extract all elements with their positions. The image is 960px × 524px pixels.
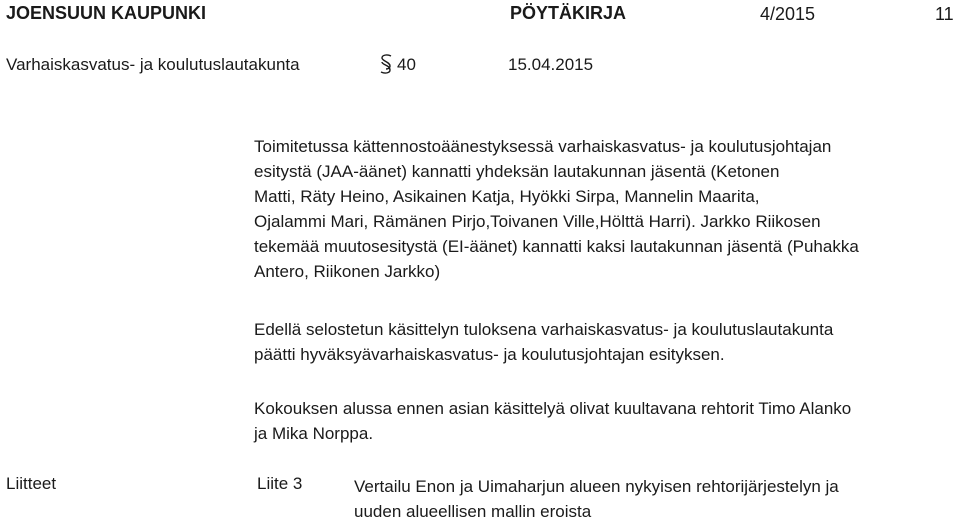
text-line: ja Mika Norppa.: [254, 424, 374, 443]
attachment-ref: Liite 3: [257, 474, 303, 493]
hearing-paragraph: [254, 396, 851, 446]
meeting-date: 15.04.2015: [508, 55, 594, 74]
text-line: uuden alueellisen mallin eroista: [354, 502, 592, 521]
board-name: Varhaiskasvatus- ja koulutuslautakunta: [6, 55, 300, 74]
text-line: Antero, Riikonen Jarkko): [254, 262, 441, 281]
text-line: Edellä selostetun käsittelyn tuloksena varhaiskasvatus- ja koulutuslautakunta: [254, 320, 834, 339]
text-line: Toimitetussa kättennostoäänestyksessä varhaiskasvatus- ja koulutusjohtajan: [254, 137, 832, 156]
attachments-label: Liitteet: [6, 474, 57, 493]
text-line: Matti, Räty Heino, Asikainen Katja, Hyökki Sirpa, Mannelin Maarita,: [254, 187, 760, 206]
section-sign-icon: [378, 53, 394, 75]
page-number: 11: [935, 4, 954, 24]
attachment-description: [354, 474, 839, 524]
issue-number: 4/2015: [760, 4, 816, 24]
city-name: JOENSUUN KAUPUNKI: [6, 3, 207, 23]
voting-paragraph: [254, 134, 859, 284]
text-line: Ojalammi Mari, Rämänen Pirjo,Toivanen Ville,Hölttä Harri). Jarkko Riikosen: [254, 212, 821, 231]
text-line: Kokouksen alussa ennen asian käsittelyä olivat kuultavana rehtorit Timo Alanko: [254, 399, 852, 418]
document-type: PÖYTÄKIRJA: [510, 3, 627, 23]
text-line: päätti hyväksyävarhaiskasvatus- ja koulutusjohtajan esityksen.: [254, 345, 725, 364]
text-line: esitystä (JAA-äänet) kannatti yhdeksän lautakunnan jäsentä (Ketonen: [254, 162, 780, 181]
text-line: tekemää muutosesitystä (EI-äänet) kannatti kaksi lautakunnan jäsentä (Puhakka: [254, 237, 859, 256]
section-number: 40: [397, 55, 416, 74]
decision-paragraph: [254, 317, 833, 367]
text-line: Vertailu Enon ja Uimaharjun alueen nykyisen rehtorijärjestelyn ja: [354, 477, 839, 496]
